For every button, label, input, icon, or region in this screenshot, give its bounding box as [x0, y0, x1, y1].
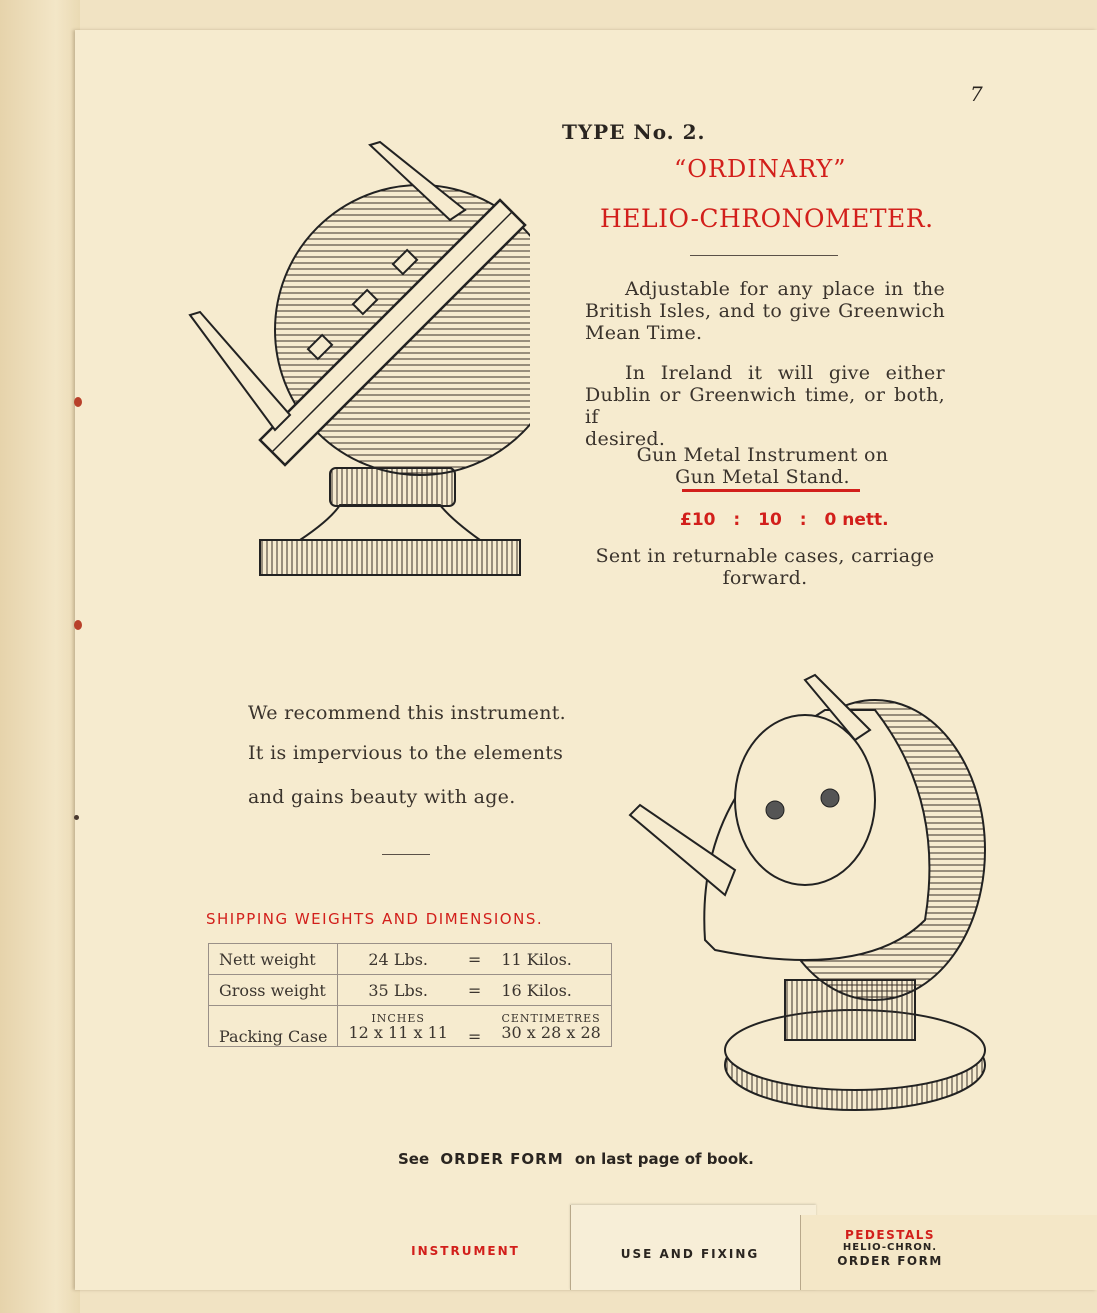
- instrument-name-line1: “ORDINARY”: [674, 155, 847, 183]
- equals-sign: =: [458, 975, 491, 1006]
- row-label: Gross weight: [209, 975, 338, 1006]
- material-line1: Gun Metal Instrument on: [636, 444, 889, 466]
- recommendation-line1: We recommend this instrument.: [248, 702, 567, 724]
- price-shillings: 10: [758, 510, 782, 530]
- order-note: [398, 1150, 754, 1168]
- sundial-side-view: [180, 140, 530, 580]
- order-note-word: on: [574, 1150, 596, 1168]
- material-line2: Gun Metal Stand.: [675, 466, 850, 488]
- page-number: 7: [970, 82, 983, 106]
- price-separator: :: [733, 510, 741, 530]
- para1-line: Mean Time.: [585, 322, 703, 344]
- description-para2: [585, 362, 945, 450]
- section-divider: [382, 854, 430, 855]
- imperial-value: 12 x 11 x 11: [348, 1023, 448, 1042]
- heading-divider: [690, 255, 838, 256]
- price-pounds: £10: [680, 510, 716, 530]
- shipping-title: SHIPPING WEIGHTS AND DIMENSIONS.: [206, 910, 544, 928]
- order-note-word: last: [601, 1150, 633, 1168]
- row-label: Packing Case: [209, 1006, 338, 1047]
- imperial-cell: [338, 1006, 458, 1047]
- metric-value: 11 Kilos.: [491, 944, 611, 975]
- metric-value: 16 Kilos.: [491, 975, 611, 1006]
- para2-line: In Ireland it will give either: [625, 362, 945, 384]
- tab-order-form[interactable]: ORDER FORM: [837, 1254, 943, 1268]
- table-row: [209, 975, 612, 1006]
- binding-mark: [74, 815, 79, 820]
- para2-line: Dublin or Greenwich time, or both, if: [585, 384, 945, 428]
- imperial-value: 35 Lbs.: [338, 975, 458, 1006]
- imperial-value: 24 Lbs.: [338, 944, 458, 975]
- binding-mark: [74, 620, 82, 630]
- binding-mark: [74, 397, 82, 407]
- price-pence: 0: [824, 510, 837, 530]
- order-note-word: See: [398, 1150, 430, 1168]
- type-label: TYPE No. 2.: [562, 120, 706, 144]
- order-note-word: book.: [706, 1150, 754, 1168]
- equals-sign: =: [458, 1006, 491, 1047]
- metric-value: 30 x 28 x 28: [501, 1023, 601, 1042]
- table-row: [209, 944, 612, 975]
- row-label: Nett weight: [209, 944, 338, 975]
- equals-sign: =: [458, 944, 491, 975]
- price: [680, 510, 889, 530]
- order-form-reference: ORDER FORM: [440, 1150, 564, 1168]
- imperial-header: INCHES: [371, 1012, 425, 1025]
- para2-line: desired.: [585, 428, 666, 450]
- tab-pedestals[interactable]: PEDESTALS: [844, 1228, 936, 1242]
- price-separator: :: [799, 510, 807, 530]
- table-row: [209, 1006, 612, 1047]
- shipping-note-line2: forward.: [722, 567, 808, 589]
- order-note-word: page: [637, 1150, 680, 1168]
- tab-helio-chron[interactable]: HELIO-CHRON.: [842, 1242, 938, 1253]
- para1-line: British Isles, and to give Greenwich: [585, 300, 945, 322]
- shipping-note-line1: Sent in returnable cases, carriage: [595, 545, 935, 567]
- order-note-word: of: [684, 1150, 702, 1168]
- para1-line: Adjustable for any place in the: [625, 278, 945, 300]
- recommendation-line3: and gains beauty with age.: [248, 786, 516, 808]
- book-spine: [0, 0, 80, 1313]
- material-underline: [682, 489, 860, 492]
- metric-cell: [491, 1006, 611, 1047]
- metric-header: CENTIMETRES: [501, 1012, 601, 1025]
- recommendation-line2: It is impervious to the elements: [248, 742, 564, 764]
- sundial-front-view: [625, 670, 1000, 1115]
- shipping-table: [208, 943, 612, 1047]
- description-para1: [585, 278, 945, 344]
- tab-instrument[interactable]: INSTRUMENT: [411, 1244, 520, 1258]
- tab-pedestals-group[interactable]: [820, 1228, 960, 1268]
- tab-use-and-fixing[interactable]: USE AND FIXING: [620, 1247, 760, 1261]
- price-suffix: nett.: [842, 510, 889, 530]
- instrument-name-line2: HELIO-CHRONOMETER.: [600, 204, 934, 233]
